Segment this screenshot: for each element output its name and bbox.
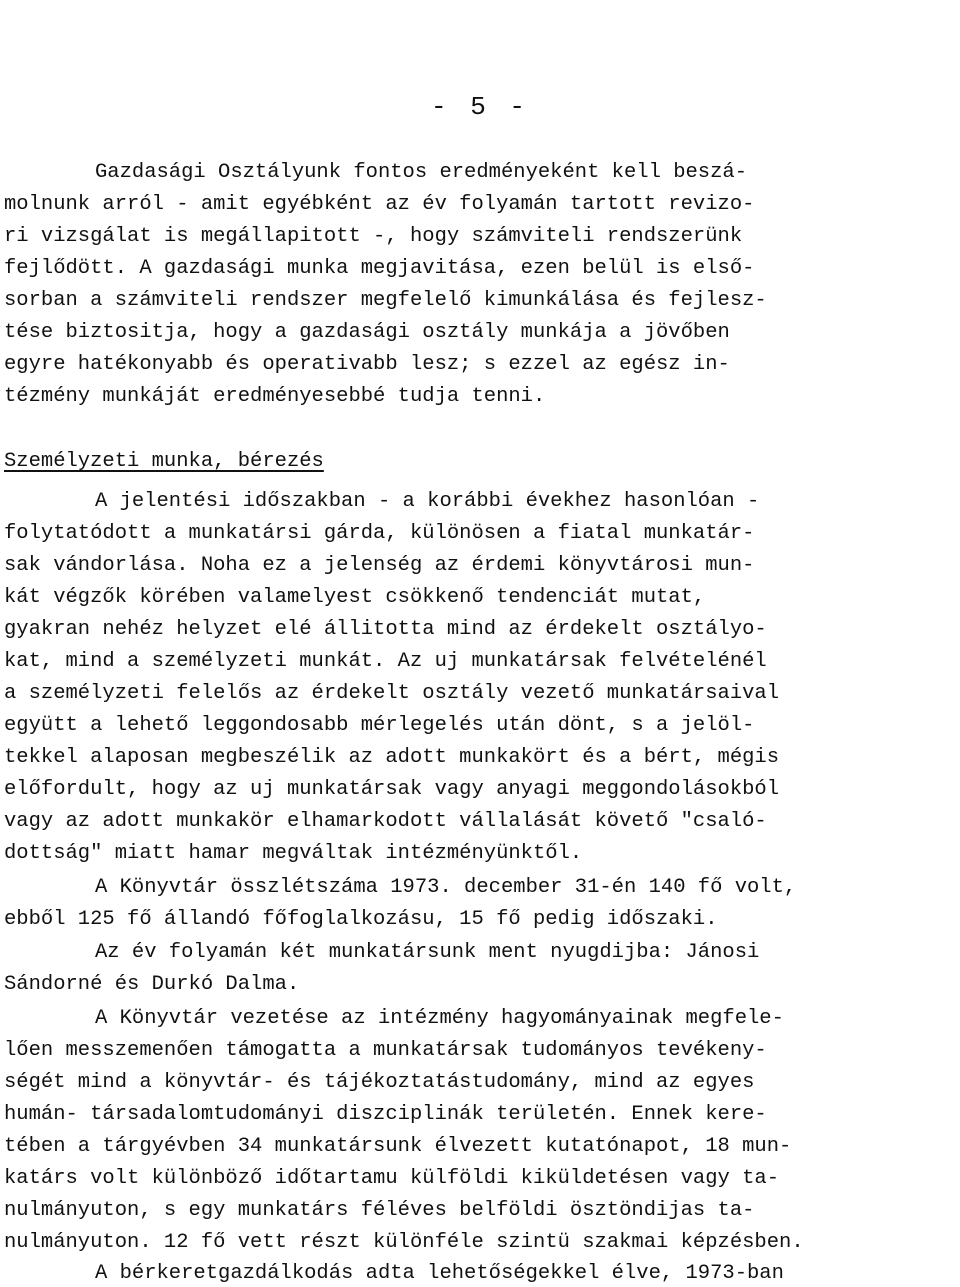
text-line: tekkel alaposan megbeszélik az adott munkakört és a bért, mégis bbox=[4, 746, 780, 769]
text-line: tében a tárgyévben 34 munkatársunk élvezett kutatónapot, 18 mun- bbox=[4, 1135, 792, 1158]
text-line: egyre hatékonyabb és operativabb lesz; s ezzel az egész in- bbox=[4, 353, 730, 376]
text-line: lően messzemenően támogatta a munkatársak tudományos tevékeny- bbox=[4, 1039, 767, 1062]
text-line: Gazdasági Osztályunk fontos eredményeként kell beszá- bbox=[95, 161, 748, 184]
text-line: kat, mind a személyzeti munkát. Az uj munkatársak felvételénél bbox=[4, 650, 767, 673]
text-line: ebből 125 fő állandó főfoglalkozásu, 15 fő pedig időszaki. bbox=[4, 908, 718, 931]
text-line: Az év folyamán két munkatársunk ment nyugdijba: Jánosi bbox=[95, 941, 760, 964]
text-line: együtt a lehető leggondosabb mérlegelés után dönt, s a jelöl- bbox=[4, 714, 755, 737]
text-line: tézmény munkáját eredményesebbé tudja tenni. bbox=[4, 385, 546, 408]
text-line: vagy az adott munkakör elhamarkodott vállalását követő "csaló- bbox=[4, 810, 767, 833]
text-line: A Könyvtár összlétszáma 1973. december 31-én 140 fő volt, bbox=[95, 876, 797, 899]
text-line: nulmányuton. 12 fő vett részt különféle szintü szakmai képzésben. bbox=[4, 1231, 804, 1254]
text-line: molnunk arról - amit egyébként az év folyamán tartott revizo- bbox=[4, 193, 755, 216]
text-line: kát végzők körében valamelyest csökkenő tendenciát mutat, bbox=[4, 586, 706, 609]
page-number: - 5 - bbox=[430, 92, 529, 122]
text-line: A Könyvtár vezetése az intézmény hagyományainak megfele- bbox=[95, 1007, 784, 1030]
section-heading: Személyzeti munka, bérezés bbox=[4, 450, 324, 473]
text-line: fejlődött. A gazdasági munka megjavitása, ezen belül is első- bbox=[4, 257, 755, 280]
text-line: Sándorné és Durkó Dalma. bbox=[4, 973, 300, 996]
text-line: katárs volt különböző időtartamu külföldi kiküldetésen vagy ta- bbox=[4, 1167, 780, 1190]
text-line: dottság" miatt hamar megváltak intézményünktől. bbox=[4, 842, 583, 865]
text-line: nulmányuton, s egy munkatárs féléves belföldi ösztöndijas ta- bbox=[4, 1199, 755, 1222]
text-line: ri vizsgálat is megállapitott -, hogy számviteli rendszerünk bbox=[4, 225, 743, 248]
text-line: A jelentési időszakban - a korábbi évekhez hasonlóan - bbox=[95, 490, 760, 513]
text-line: humán- társadalomtudományi diszciplinák területén. Ennek kere- bbox=[4, 1103, 767, 1126]
text-line: sak vándorlása. Noha ez a jelenség az érdemi könyvtárosi mun- bbox=[4, 554, 755, 577]
text-line: gyakran nehéz helyzet elé állitotta mind az érdekelt osztályo- bbox=[4, 618, 767, 641]
text-line: tése biztositja, hogy a gazdasági osztály munkája a jövőben bbox=[4, 321, 730, 344]
text-line: A bérkeretgazdálkodás adta lehetőségekkel élve, 1973-ban bbox=[95, 1262, 784, 1285]
text-line: ségét mind a könyvtár- és tájékoztatástudomány, mind az egyes bbox=[4, 1071, 755, 1094]
text-line: előfordult, hogy az uj munkatársak vagy anyagi meggondolásokból bbox=[4, 778, 780, 801]
text-line: folytatódott a munkatársi gárda, különösen a fiatal munkatár- bbox=[4, 522, 755, 545]
text-line: sorban a számviteli rendszer megfelelő kimunkálása és fejlesz- bbox=[4, 289, 767, 312]
text-line: a személyzeti felelős az érdekelt osztály vezető munkatársaival bbox=[4, 682, 780, 705]
